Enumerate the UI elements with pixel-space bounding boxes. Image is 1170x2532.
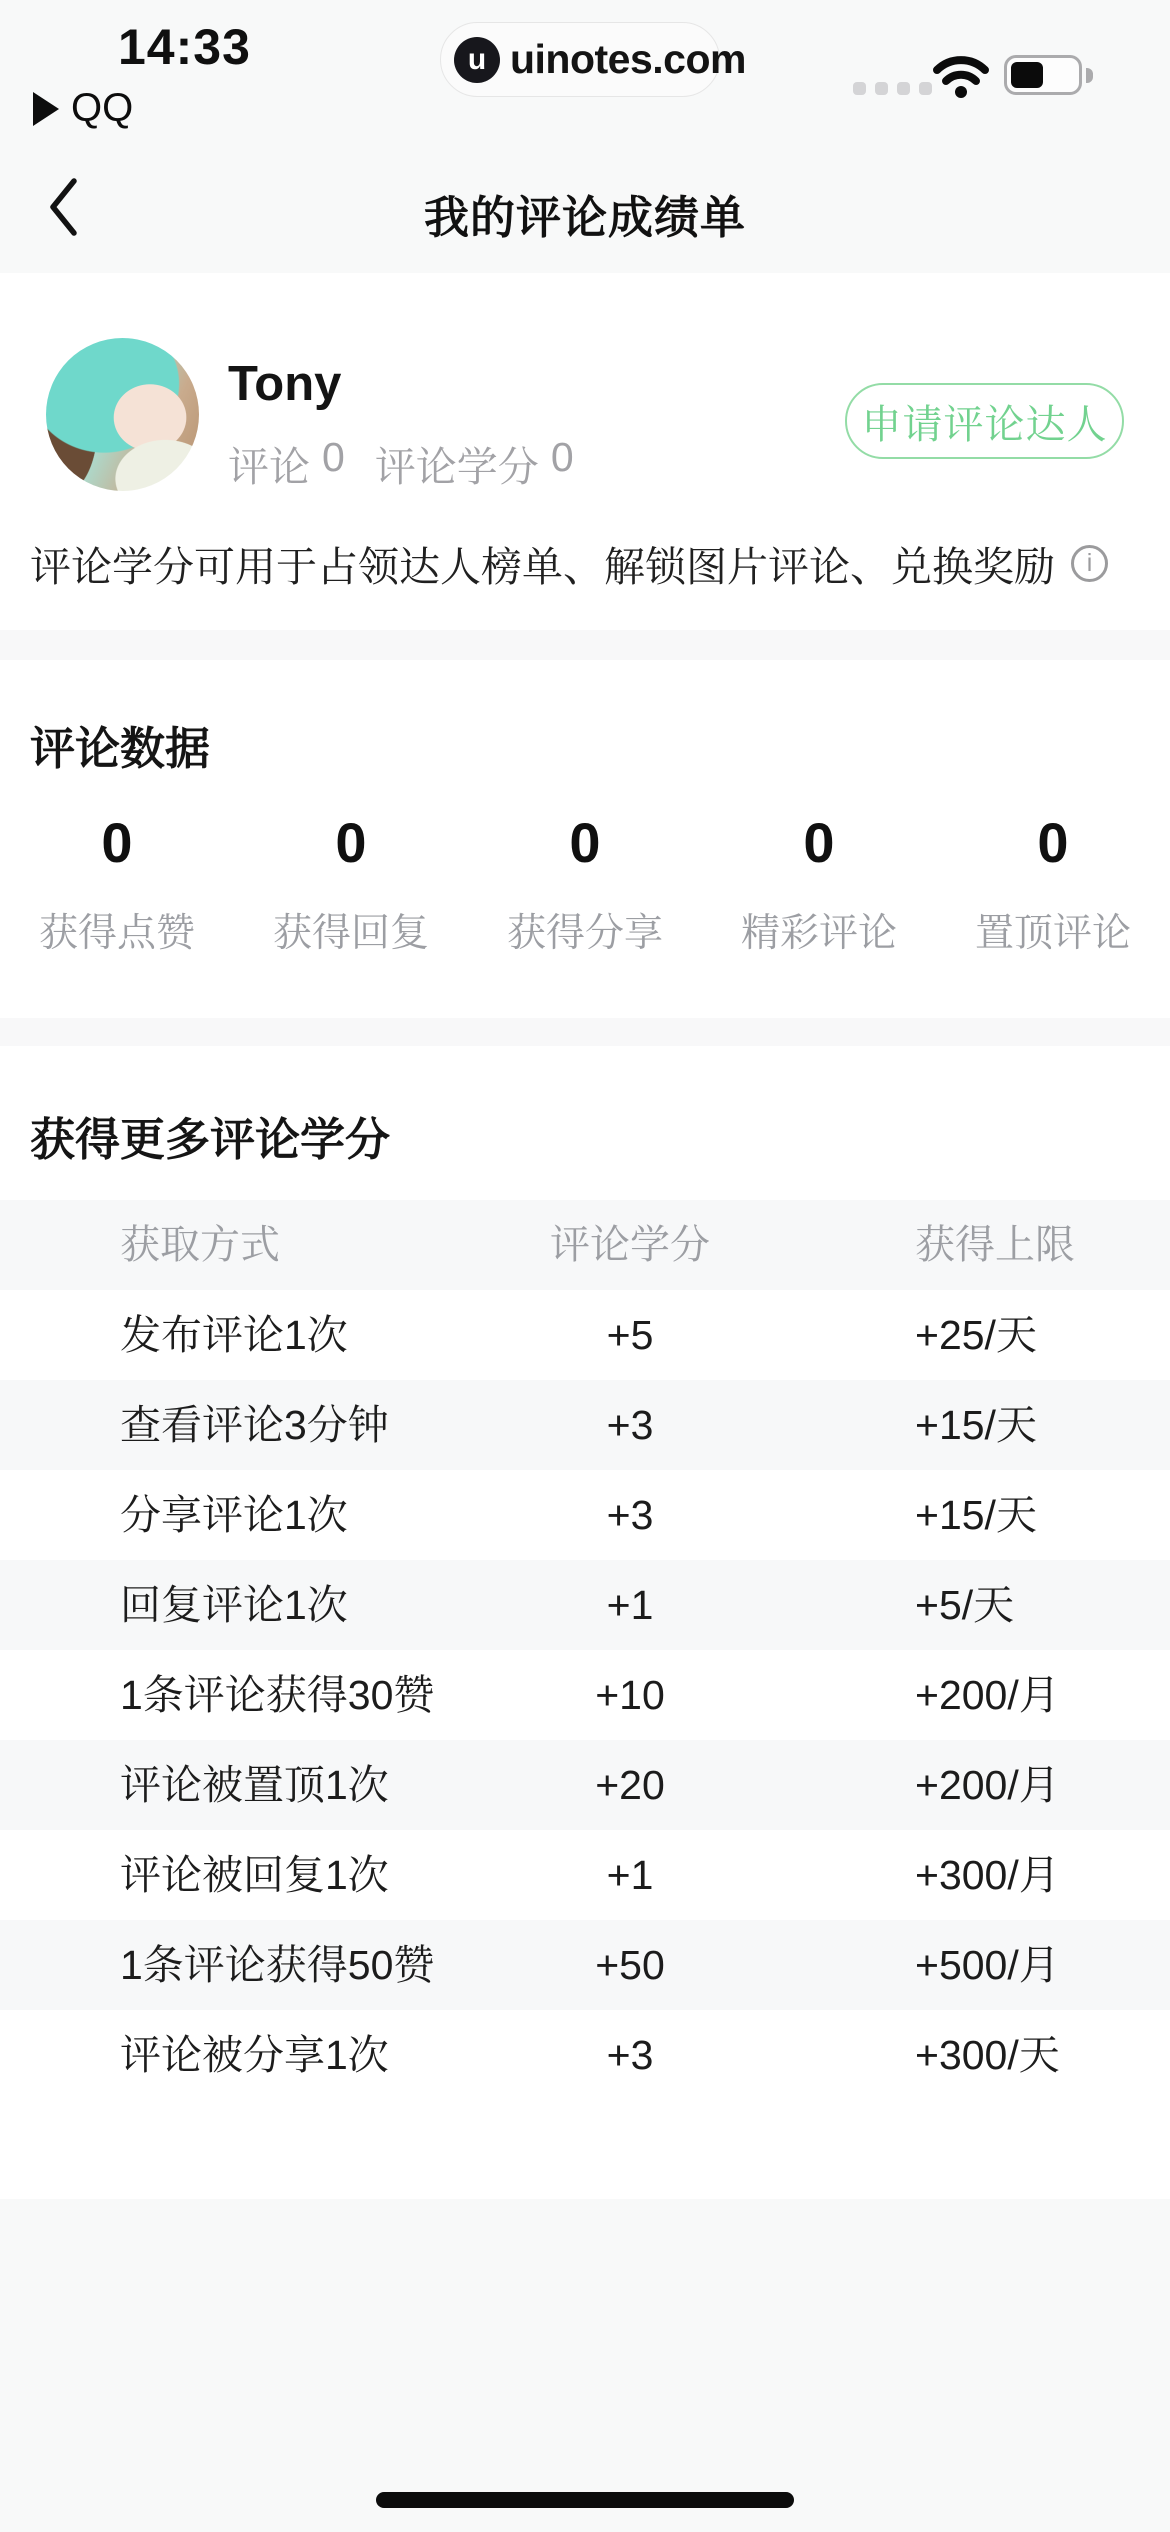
uinotes-pill: [440, 22, 746, 97]
header-limit: 获得上限: [915, 1223, 1075, 1267]
cell-score: +3: [606, 1402, 654, 1448]
cell-limit: +5/天: [915, 1582, 1015, 1628]
back-to-app-button[interactable]: [33, 86, 133, 131]
comments-value: 0: [322, 434, 345, 480]
credits-label: 评论学分: [374, 444, 539, 490]
apply-expert-button[interactable]: 申请评论达人: [845, 383, 1124, 459]
home-indicator[interactable]: [376, 2492, 794, 2508]
table-row: [0, 1380, 1170, 1470]
cell-method: 发布评论1次: [120, 1312, 348, 1358]
credits-info-line: [30, 534, 1108, 593]
cell-limit: +200/月: [915, 1672, 1060, 1718]
cell-method: 评论被回复1次: [120, 1852, 389, 1898]
stat-label: 获得分享: [506, 912, 663, 955]
cell-score: +3: [606, 1492, 654, 1538]
cell-method: 分享评论1次: [120, 1492, 348, 1538]
cell-score: +50: [595, 1942, 665, 1988]
cell-limit: +200/月: [915, 1762, 1060, 1808]
table-row: [0, 1920, 1170, 2010]
cell-score: +3: [606, 2032, 654, 2078]
cell-method: 1条评论获得50赞: [120, 1942, 435, 1988]
table-body: [0, 1290, 1170, 2100]
stat-label: 获得点赞: [38, 912, 195, 955]
table-row: [0, 1740, 1170, 1830]
section-divider: [0, 1018, 1170, 1046]
cell-limit: +15/天: [915, 1492, 1037, 1538]
stat-value: 0: [1037, 811, 1069, 874]
profile-substats: [228, 434, 574, 493]
uinotes-domain: uinotes.com: [510, 36, 746, 82]
cell-score: +10: [595, 1672, 665, 1718]
cell-method: 评论被分享1次: [120, 2032, 389, 2078]
stat-featured: [702, 812, 936, 958]
stat-pinned: [936, 812, 1170, 958]
back-to-app-triangle-icon: [33, 92, 59, 126]
cell-score: +1: [606, 1852, 654, 1898]
credits-info-text: 评论学分可用于占领达人榜单、解锁图片评论、兑换奖励: [30, 544, 1055, 590]
stat-label: 精彩评论: [740, 912, 897, 955]
user-name: Tony: [228, 357, 342, 411]
cellular-signal-icon: [853, 82, 932, 95]
cell-method: 查看评论3分钟: [120, 1402, 389, 1448]
cell-score: +20: [595, 1762, 665, 1808]
table-row: [0, 2010, 1170, 2100]
page-title: 我的评论成绩单: [423, 192, 746, 243]
stat-replies: [234, 812, 468, 958]
comments-count-group: [228, 434, 345, 493]
table-row: [0, 1290, 1170, 1380]
cell-limit: +300/月: [915, 1852, 1060, 1898]
cell-limit: +300/天: [915, 2032, 1060, 2078]
bottom-background: [0, 2199, 1170, 2532]
table-row: [0, 1560, 1170, 1650]
table-header: [0, 1200, 1170, 1290]
cell-score: +5: [606, 1312, 654, 1358]
cell-limit: +15/天: [915, 1402, 1037, 1448]
table-row: [0, 1650, 1170, 1740]
stat-likes: [0, 812, 234, 958]
info-icon[interactable]: i: [1071, 545, 1108, 582]
back-to-app-label: QQ: [71, 86, 134, 130]
header-method: 获取方式: [120, 1223, 280, 1267]
credits-count-group: [375, 434, 574, 493]
stat-value: 0: [335, 811, 367, 874]
comments-label: 评论: [228, 444, 310, 490]
avatar: [46, 338, 199, 491]
header-score: 评论学分: [550, 1223, 710, 1267]
cell-method: 1条评论获得30赞: [120, 1672, 435, 1718]
cell-limit: +25/天: [915, 1312, 1037, 1358]
stat-value: 0: [101, 811, 133, 874]
cell-method: 评论被置顶1次: [120, 1762, 389, 1808]
stat-value: 0: [569, 811, 601, 874]
earn-section-title: 获得更多评论学分: [30, 1114, 391, 1165]
status-time: 14:33: [118, 19, 251, 75]
table-row: [0, 1830, 1170, 1920]
stats-row: [0, 812, 1170, 958]
stat-shares: [468, 812, 702, 958]
cell-method: 回复评论1次: [120, 1582, 348, 1628]
section-divider: [0, 630, 1170, 660]
wifi-icon: [931, 52, 991, 98]
stat-label: 置顶评论: [974, 912, 1131, 955]
uinotes-logo-icon: u: [454, 37, 500, 83]
table-row: [0, 1470, 1170, 1560]
cell-limit: +500/月: [915, 1942, 1060, 1988]
stat-value: 0: [803, 811, 835, 874]
credits-value: 0: [550, 434, 574, 480]
stat-label: 获得回复: [272, 912, 429, 955]
cell-score: +1: [606, 1582, 654, 1628]
stats-section-title: 评论数据: [30, 723, 211, 774]
battery-icon: [1004, 55, 1082, 95]
battery-fill: [1011, 62, 1043, 88]
